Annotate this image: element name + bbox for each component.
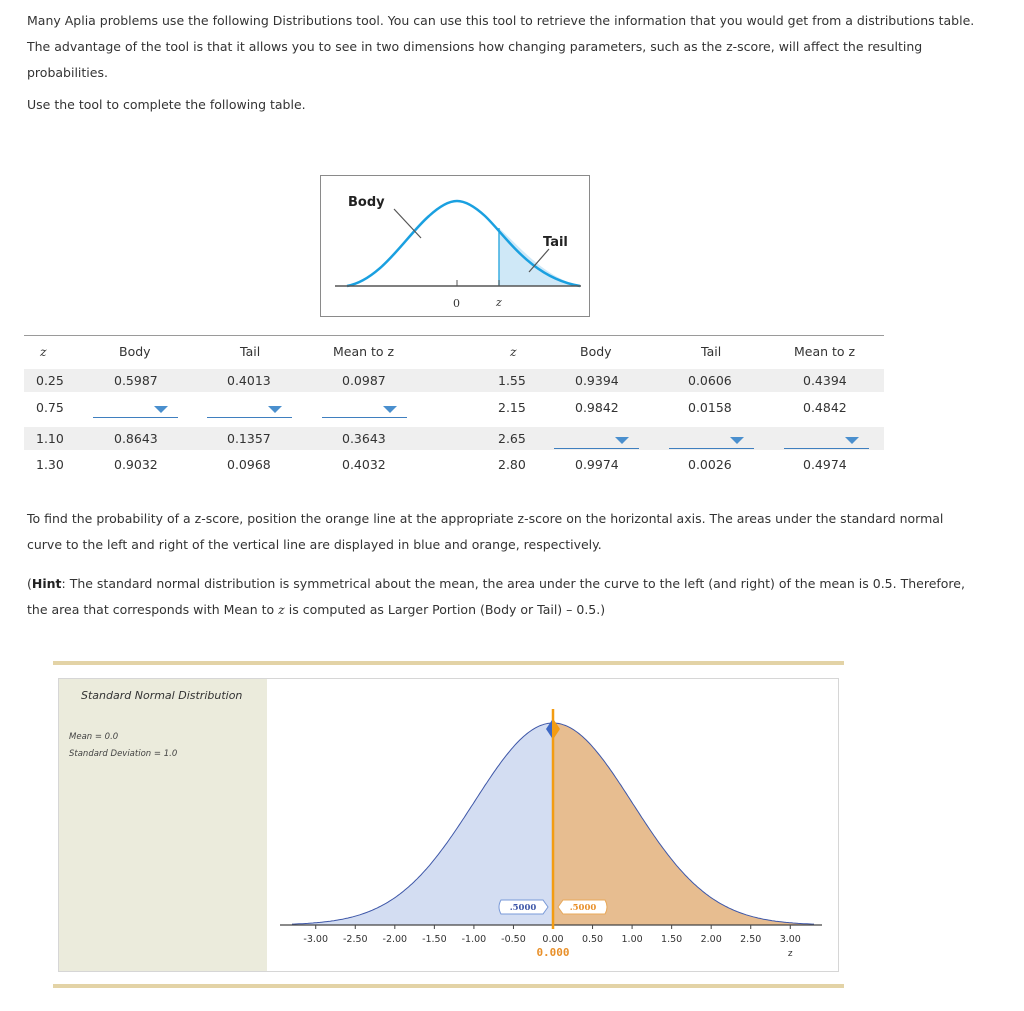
- axis-tick-label: 3.00: [779, 934, 801, 945]
- instruction-text: Use the tool to complete the following table.: [27, 97, 306, 112]
- right-area-value: .5000: [569, 903, 597, 913]
- header-tail-left: Tail: [240, 344, 261, 359]
- cell-z: 1.10: [36, 431, 64, 446]
- z-readout: 0.000: [536, 946, 570, 959]
- header-body-left: Body: [119, 344, 151, 359]
- mean-to-z-dropdown-z-2.65[interactable]: [784, 429, 869, 449]
- chevron-down-icon: [268, 406, 282, 413]
- tail-dropdown-z-2.65[interactable]: [669, 429, 754, 449]
- intro-line-3: probabilities.: [27, 65, 108, 80]
- left-area-fill: [292, 723, 553, 925]
- cell-tail: 0.0606: [688, 373, 732, 388]
- header-body-right: Body: [580, 344, 612, 359]
- tool-bottom-bar: [53, 984, 844, 988]
- tool-top-bar: [53, 661, 844, 665]
- tail-dropdown-z-0.75[interactable]: [207, 398, 292, 418]
- intro-text: [27, 8, 1022, 86]
- body-pointer: [394, 209, 421, 238]
- diagram-zero-label: 0: [453, 297, 460, 310]
- cell-body: 0.9032: [114, 457, 158, 472]
- right-area-fill: [553, 723, 814, 925]
- axis-tick-label: 1.50: [661, 934, 683, 945]
- diagram-tail-label: Tail: [543, 235, 568, 250]
- cell-body: 0.5987: [114, 373, 158, 388]
- right-area-badge: [558, 900, 607, 914]
- axis-tick-label: 2.50: [740, 934, 762, 945]
- tool-title: Standard Normal Distribution: [81, 689, 243, 702]
- cell-mean-to-z: 0.4032: [342, 457, 386, 472]
- cell-tail: 0.0026: [688, 457, 732, 472]
- chevron-down-icon: [730, 437, 744, 444]
- tool-sd-label: Standard Deviation = 1.0: [69, 749, 178, 759]
- cell-tail: 0.4013: [227, 373, 271, 388]
- mean-to-z-dropdown-z-0.75[interactable]: [322, 398, 407, 418]
- axis-tick-label: -1.00: [461, 934, 487, 945]
- header-tail-right: Tail: [701, 344, 722, 359]
- intro-line-2: The advantage of the tool is that it allows you to see in two dimensions how changing parameters, such as the z-score, will affect the resulting: [27, 39, 923, 54]
- header-z-right: z: [510, 344, 517, 359]
- axis-tick-label: 2.00: [700, 934, 722, 945]
- cell-z: 1.55: [498, 373, 526, 388]
- axis-z-label: z: [787, 949, 793, 959]
- intro-line-1: Many Aplia problems use the following Distributions tool. You can use this tool to retrieve the information that you would get from a distributions table.: [27, 13, 975, 28]
- cell-z: 0.25: [36, 373, 64, 388]
- table-row: [24, 396, 884, 419]
- table-header-row: [24, 340, 884, 363]
- cell-body: 0.8643: [114, 431, 158, 446]
- cell-z: 2.65: [498, 431, 526, 446]
- cell-body: 0.9394: [575, 373, 619, 388]
- table-row: [24, 453, 884, 476]
- chevron-down-icon: [615, 437, 629, 444]
- axis-tick-label: -2.00: [382, 934, 408, 945]
- axis-tick-label: 1.00: [621, 934, 643, 945]
- cell-z: 2.80: [498, 457, 526, 472]
- body-dropdown-z-0.75[interactable]: [93, 398, 178, 418]
- cell-tail: 0.1357: [227, 431, 271, 446]
- axis-tick-label: -3.00: [303, 934, 329, 945]
- cell-mean-to-z: 0.4394: [803, 373, 847, 388]
- tool-mean-label: Mean = 0.0: [69, 732, 119, 742]
- header-mean-right: Mean to z: [794, 344, 856, 359]
- normal-distribution-chart[interactable]: [267, 679, 838, 971]
- axis-tick-label: -1.50: [422, 934, 447, 945]
- cell-tail: 0.0158: [688, 400, 732, 415]
- axis-tick-label: 0.50: [581, 934, 604, 945]
- cell-mean-to-z: 0.4974: [803, 457, 847, 472]
- cell-z: 2.15: [498, 400, 526, 415]
- cell-tail: 0.0968: [227, 457, 271, 472]
- left-area-badge: [499, 900, 548, 914]
- cell-z: 0.75: [36, 400, 64, 415]
- axis-tick-label: 0.00: [542, 934, 564, 945]
- cell-body: 0.9842: [575, 400, 619, 415]
- hint-paragraph: [27, 571, 1022, 623]
- chevron-down-icon: [154, 406, 168, 413]
- table-top-rule: [24, 335, 884, 336]
- axis-tick-label: -0.50: [501, 934, 526, 945]
- table-row: [24, 369, 884, 392]
- cell-z: 1.30: [36, 457, 64, 472]
- header-z-left: z: [40, 344, 47, 359]
- cell-mean-to-z: 0.4842: [803, 400, 847, 415]
- hint-line-1: (Hint: The standard normal distribution is symmetrical about the mean, the area under the curve to the left (and right) of the mean is 0.5. Therefore,: [27, 576, 965, 591]
- header-mean-left: Mean to z: [333, 344, 395, 359]
- hint-line-2: the area that corresponds with Mean to z is computed as Larger Portion (Body or Tail) – 0.5.): [27, 602, 606, 617]
- chevron-down-icon: [845, 437, 859, 444]
- chevron-down-icon: [383, 406, 397, 413]
- diagram-z-label: z: [496, 296, 502, 309]
- cell-body: 0.9974: [575, 457, 619, 472]
- diagram-body-label: Body: [348, 195, 385, 210]
- explanation-line-1: To find the probability of a z-score, position the orange line at the appropriate z-score on the horizontal axis. The areas under the standard normal: [27, 511, 944, 526]
- hint-label: Hint: [31, 576, 62, 591]
- table-row: [24, 427, 884, 450]
- cell-mean-to-z: 0.3643: [342, 431, 386, 446]
- explanation-line-2: curve to the left and right of the vertical line are displayed in blue and orange, respectively.: [27, 537, 602, 552]
- explanation-paragraph: [27, 506, 1022, 558]
- tool-info-panel: [59, 679, 267, 971]
- left-area-value: .5000: [509, 903, 537, 913]
- body-tail-diagram: [320, 175, 590, 317]
- distribution-tool: [58, 678, 839, 972]
- cell-mean-to-z: 0.0987: [342, 373, 386, 388]
- axis-tick-label: -2.50: [342, 934, 368, 945]
- body-dropdown-z-2.65[interactable]: [554, 429, 639, 449]
